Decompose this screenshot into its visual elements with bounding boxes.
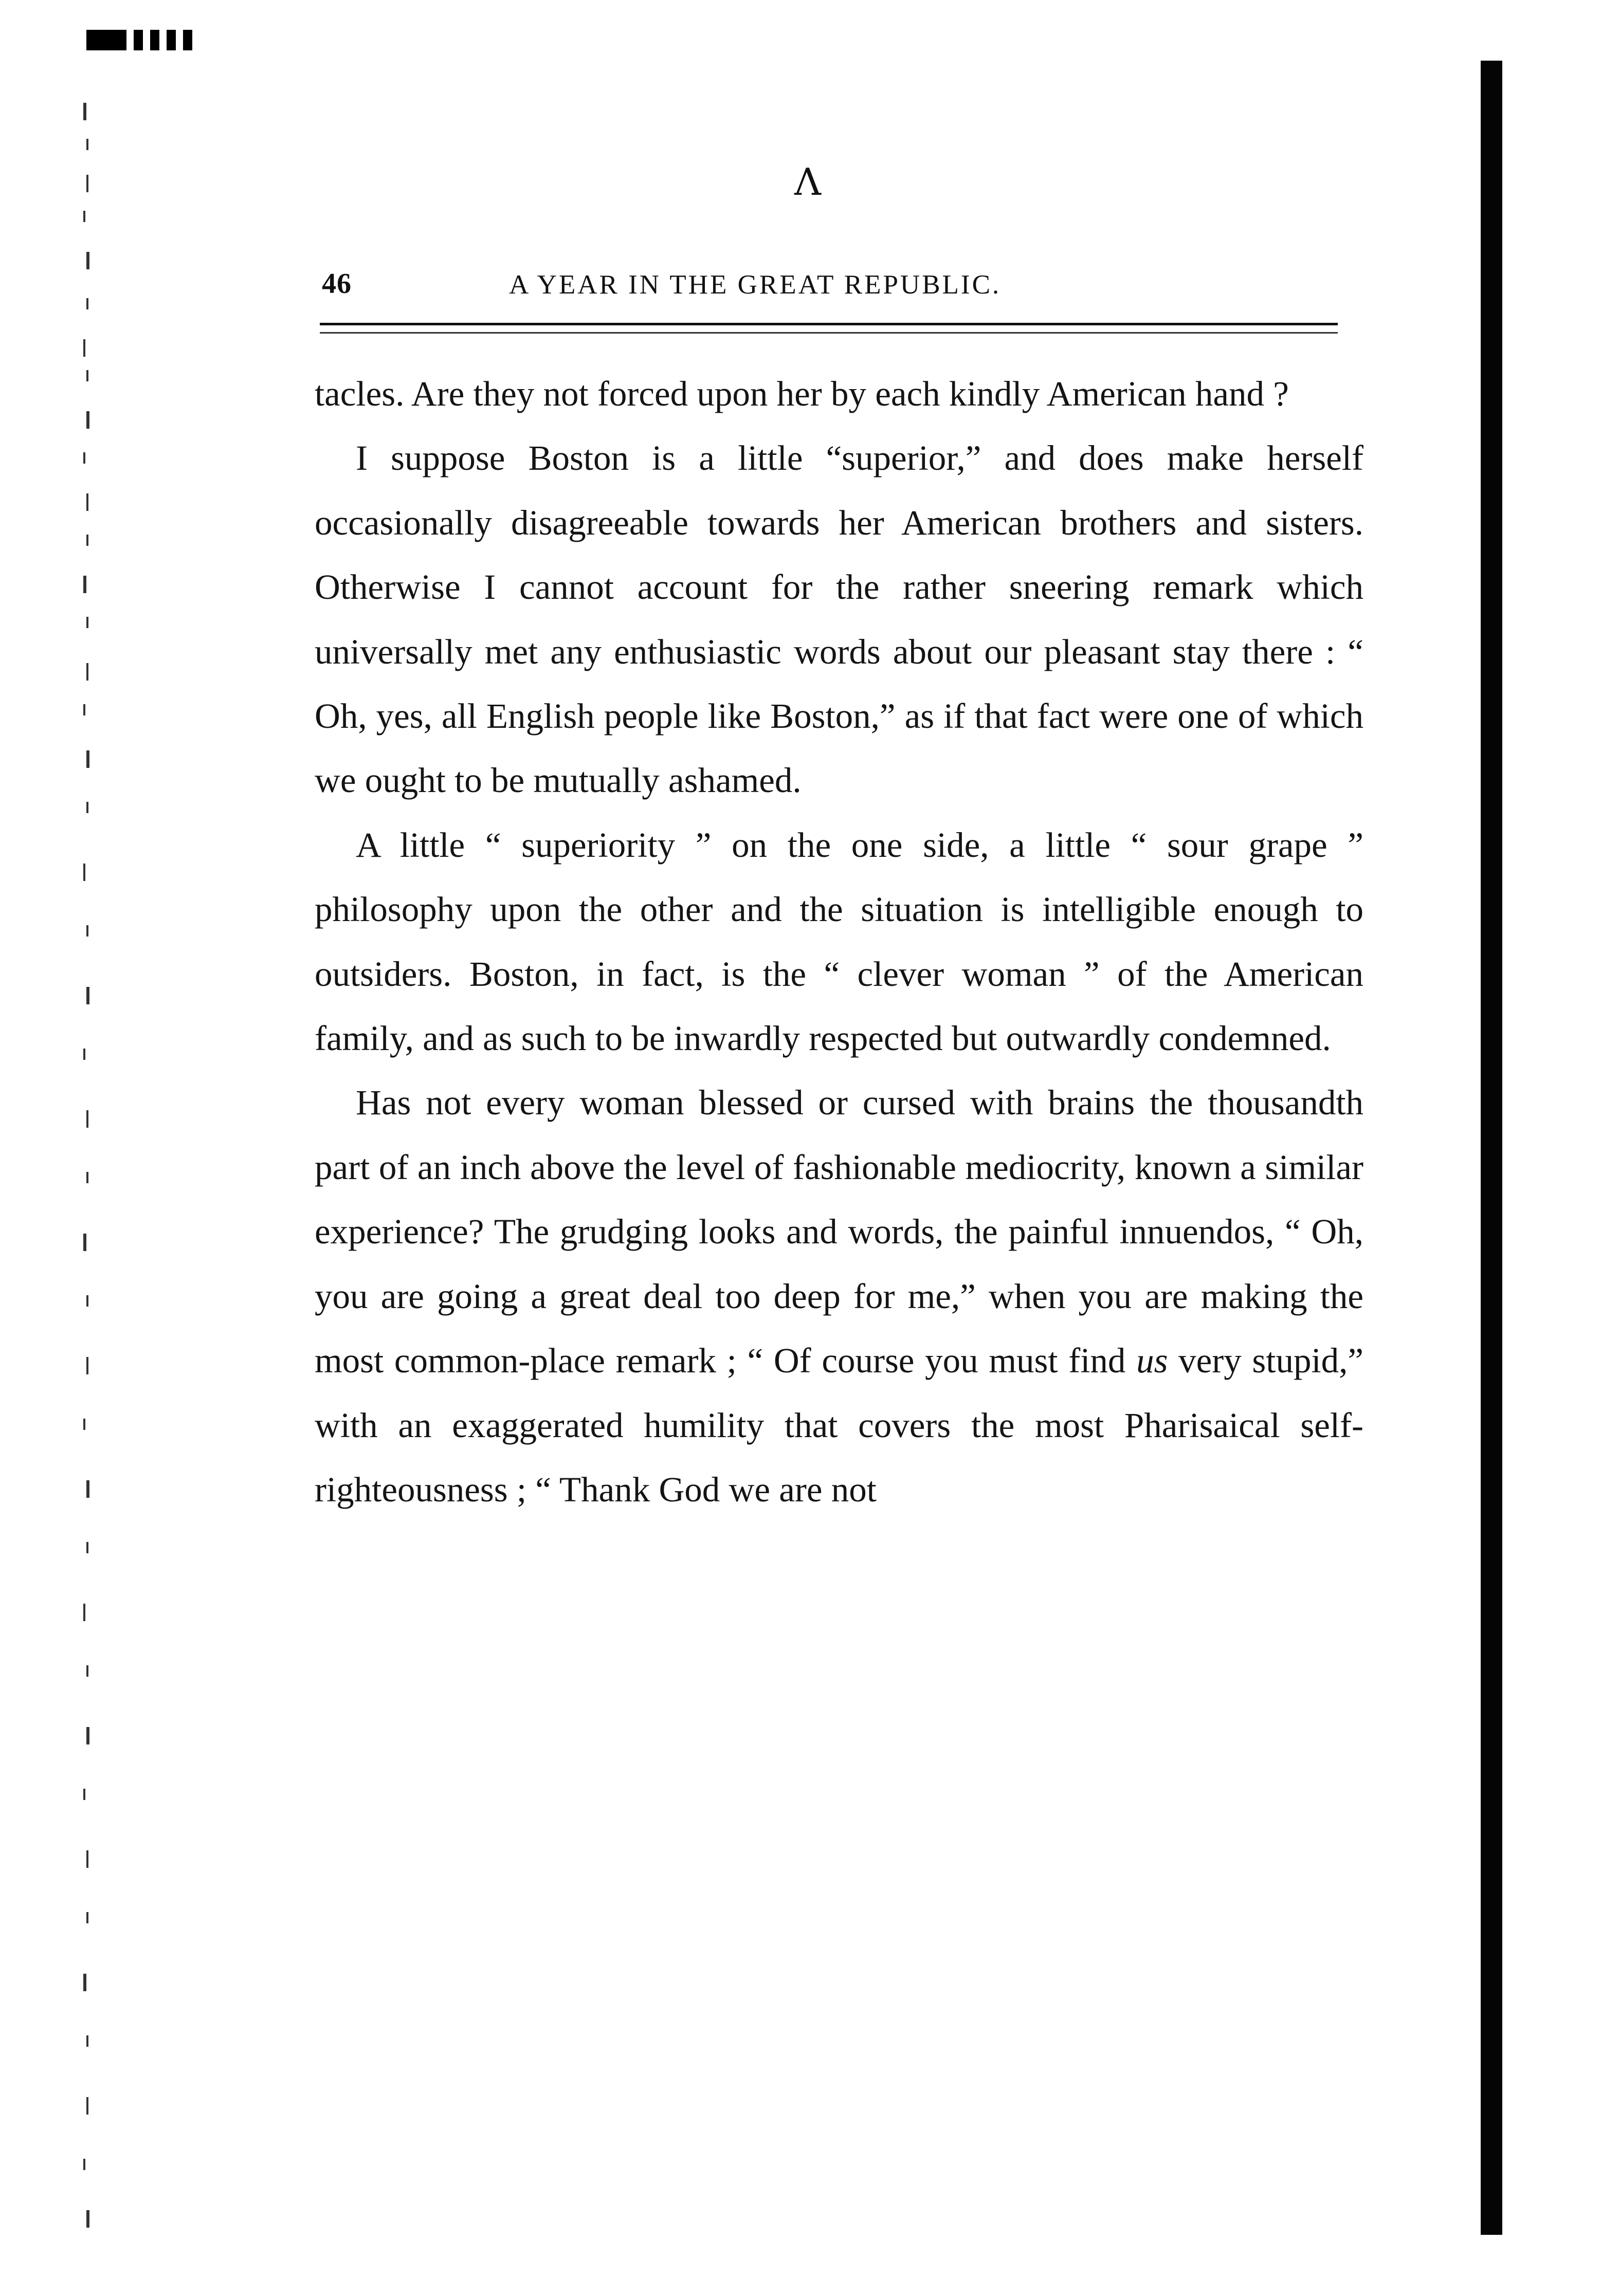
scan-tick <box>83 1604 85 1621</box>
scan-tick <box>86 1172 88 1183</box>
scan-tick <box>83 1234 86 1251</box>
scan-tick <box>86 411 89 429</box>
scan-tick <box>86 1357 88 1374</box>
scan-tick <box>86 370 88 381</box>
scan-tick <box>86 1480 89 1498</box>
scan-tick <box>86 1295 88 1307</box>
paragraph-4-text-start: Has not every woman blessed or cursed with brains the thousandth part of an inch above the level of fashionable mediocrity, known a similar experience? The grudging looks and words, the painful innuendos, “ Oh, you are going a great deal too deep for me,” when you are making the most common-place remark ; “ Of course you must find <box>315 1083 1363 1381</box>
scan-tick <box>86 175 88 192</box>
paragraph-4-text-end: very stupid,” with an exaggerated humility that covers the most Pharisaical self-righteousness ; “ Thank God we are not <box>315 1341 1364 1509</box>
scan-tick <box>83 576 86 593</box>
scan-tick <box>86 139 88 150</box>
page-ornament: Λ <box>794 160 821 204</box>
scan-tick <box>86 1727 89 1744</box>
header-rule-thin <box>320 332 1338 334</box>
scan-tick <box>86 2097 88 2115</box>
paragraph-3: A little “ superiority ” on the one side, a little “ sour grape ” philosophy upon the other and the situation is intelligible enough to outsiders. Boston, in fact, is the “ clever woman ” of the American family, and as such to be inwardly respected but outwardly condemned. <box>315 825 1363 1058</box>
scan-tick <box>86 1665 88 1677</box>
paragraph-4 <box>315 1071 1363 1522</box>
scan-tick <box>83 1974 86 1991</box>
scan-tick <box>83 864 85 881</box>
scan-tick <box>86 252 89 269</box>
scan-tick <box>83 452 85 464</box>
scan-tick <box>86 493 88 511</box>
scan-tick <box>86 802 88 813</box>
running-head: A YEAR IN THE GREAT REPUBLIC. <box>509 270 1002 300</box>
paragraph-2: I suppose Boston is a little “superior,” and does make herself occasionally disagreeable towards her American brothers and sisters. Otherwise I cannot account for the rather sneering remark which universally met any enthusiastic words about our pleasant stay there : “ Oh, yes, all English people like Boston,” as if that fact were one of which we ought to be mutually ashamed. <box>315 438 1363 800</box>
scan-tick <box>86 1912 88 1923</box>
scan-tick <box>83 704 85 715</box>
scan-tick <box>83 1789 85 1800</box>
scan-tick <box>83 1049 85 1060</box>
scan-tick <box>86 298 88 309</box>
scan-tick <box>83 339 85 357</box>
scan-tick <box>86 663 88 681</box>
paragraph-1: tacles. Are they not forced upon her by each kindly American hand ? <box>315 374 1289 413</box>
scan-registration-mark <box>86 30 192 50</box>
scan-edge-marks <box>57 82 98 2251</box>
scan-tick <box>86 2035 88 2047</box>
scan-tick <box>86 987 89 1004</box>
scan-tick <box>86 925 88 936</box>
scan-tick <box>83 2159 85 2170</box>
header-rule <box>320 323 1338 325</box>
page-number: 46 <box>322 268 352 300</box>
scan-tick <box>86 617 88 628</box>
scan-tick <box>86 1542 88 1553</box>
scan-tick <box>86 535 88 546</box>
scan-tick <box>83 211 85 222</box>
scan-tick <box>86 750 89 768</box>
paragraph-4-italic: us <box>1136 1341 1168 1381</box>
scan-tick <box>83 103 86 120</box>
body-text <box>315 362 1363 1522</box>
scan-binding-shadow <box>1481 61 1502 2235</box>
scan-tick <box>86 1110 88 1128</box>
scan-tick <box>86 2210 89 2228</box>
scan-tick <box>86 1850 88 1868</box>
scan-tick <box>83 1419 85 1430</box>
page-header <box>319 267 1342 308</box>
